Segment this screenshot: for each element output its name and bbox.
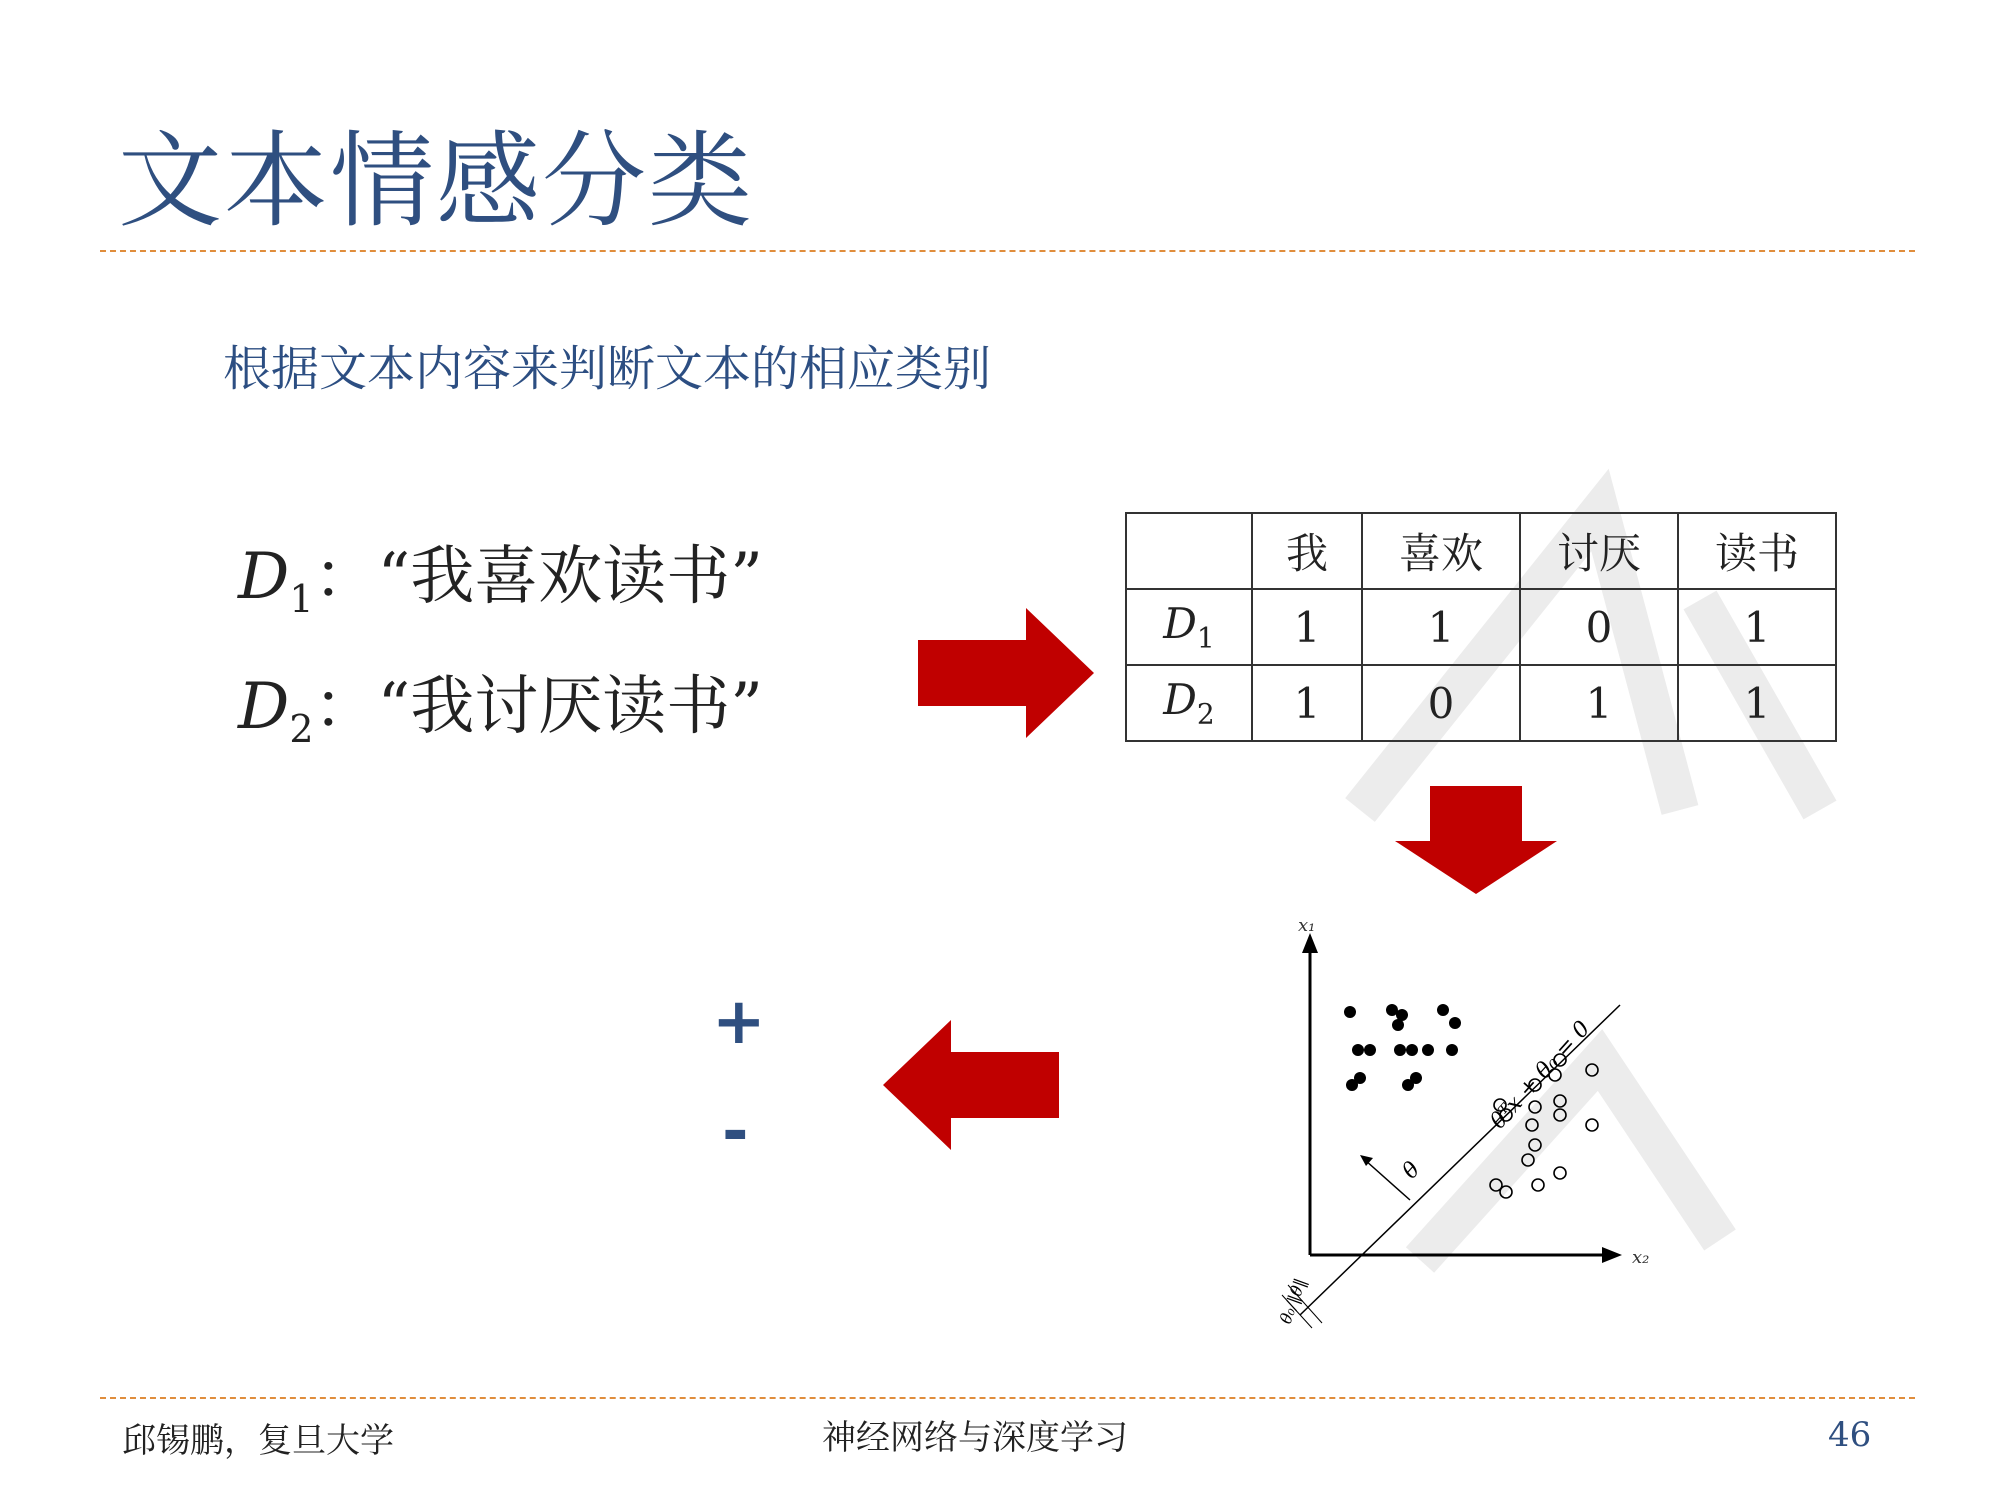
hollow-point [1586,1064,1598,1076]
hollow-point [1526,1119,1538,1131]
filled-point [1364,1044,1376,1056]
hollow-point [1529,1139,1541,1151]
filled-point [1437,1004,1449,1016]
slide-title: 文本情感分类 [118,120,755,242]
table-cell: 1 [1678,589,1836,665]
filled-point [1352,1044,1364,1056]
table-header-cell [1126,513,1252,589]
normal-vector-label: θ [1397,1157,1426,1185]
table-header-cell: 我 [1252,513,1362,589]
filled-point [1410,1072,1422,1084]
positive-class-label: + [712,985,766,1059]
table-header-cell: 读书 [1678,513,1836,589]
y-axis-arrow [1302,933,1318,953]
hollow-point [1532,1179,1544,1191]
table-cell: 1 [1252,589,1362,665]
negative-class-label: - [722,1095,749,1169]
hollow-point [1554,1167,1566,1179]
title-divider [100,250,1915,252]
table-cell: 0 [1362,665,1520,741]
bag-of-words-table [1125,512,1837,742]
decision-boundary-label: θᵀx + θ₀ = 0 [1485,1016,1596,1135]
hollow-point [1529,1101,1541,1113]
table-cell: 0 [1520,589,1678,665]
y-axis-label: x₁ [1298,915,1316,936]
table-header-cell: 讨厌 [1520,513,1678,589]
filled-point [1354,1072,1366,1084]
doc-label: D [238,540,290,614]
doc-text: ：“我讨厌读书” [313,670,763,744]
table-cell: 1 [1678,665,1836,741]
arrow-right-icon [918,608,1094,738]
footer-course: 神经网络与深度学习 [822,1418,1128,1458]
row-label [1126,665,1252,741]
table-header-row [1126,513,1836,589]
hollow-point [1522,1154,1534,1166]
offset-label: θ₀/‖θ‖ [1275,1275,1310,1327]
slide-subtitle: 根据文本内容来判断文本的相应类别 [223,341,992,397]
filled-point [1449,1017,1461,1029]
table-row [1126,665,1836,741]
table-cell: 1 [1362,589,1520,665]
filled-point [1394,1044,1406,1056]
filled-point [1392,1019,1404,1031]
table-cell: 1 [1520,665,1678,741]
doc-text: ：“我喜欢读书” [313,540,763,614]
doc-index: 1 [289,576,314,621]
hollow-point [1554,1109,1566,1121]
positive-class-points [1344,1004,1461,1091]
row-label-index: 1 [1196,621,1215,655]
x-axis-label: x₂ [1632,1247,1650,1268]
row-label-letter: D [1163,599,1197,649]
x-axis-arrow [1602,1247,1622,1263]
row-label-letter: D [1163,675,1197,725]
table-cell: 1 [1252,665,1362,741]
footer-divider [100,1397,1915,1399]
document-1 [238,525,763,621]
filled-point [1446,1044,1458,1056]
arrow-down-icon [1395,786,1557,894]
hollow-point [1554,1095,1566,1107]
normal-vector-arrow [1360,1155,1373,1166]
row-label [1126,589,1252,665]
footer-author: 邱锡鹏，复旦大学 [122,1421,394,1461]
arrow-left-icon [883,1020,1059,1150]
doc-index: 2 [289,706,314,751]
filled-point [1422,1044,1434,1056]
document-2 [238,655,763,751]
hollow-point [1586,1119,1598,1131]
row-label-index: 2 [1196,697,1215,731]
filled-point [1406,1044,1418,1056]
page-number: 46 [1828,1415,1872,1455]
doc-label: D [238,670,290,744]
table-header-cell: 喜欢 [1362,513,1520,589]
classifier-plot [1260,915,1700,1325]
table-row [1126,589,1836,665]
filled-point [1344,1006,1356,1018]
hollow-point [1500,1186,1512,1198]
